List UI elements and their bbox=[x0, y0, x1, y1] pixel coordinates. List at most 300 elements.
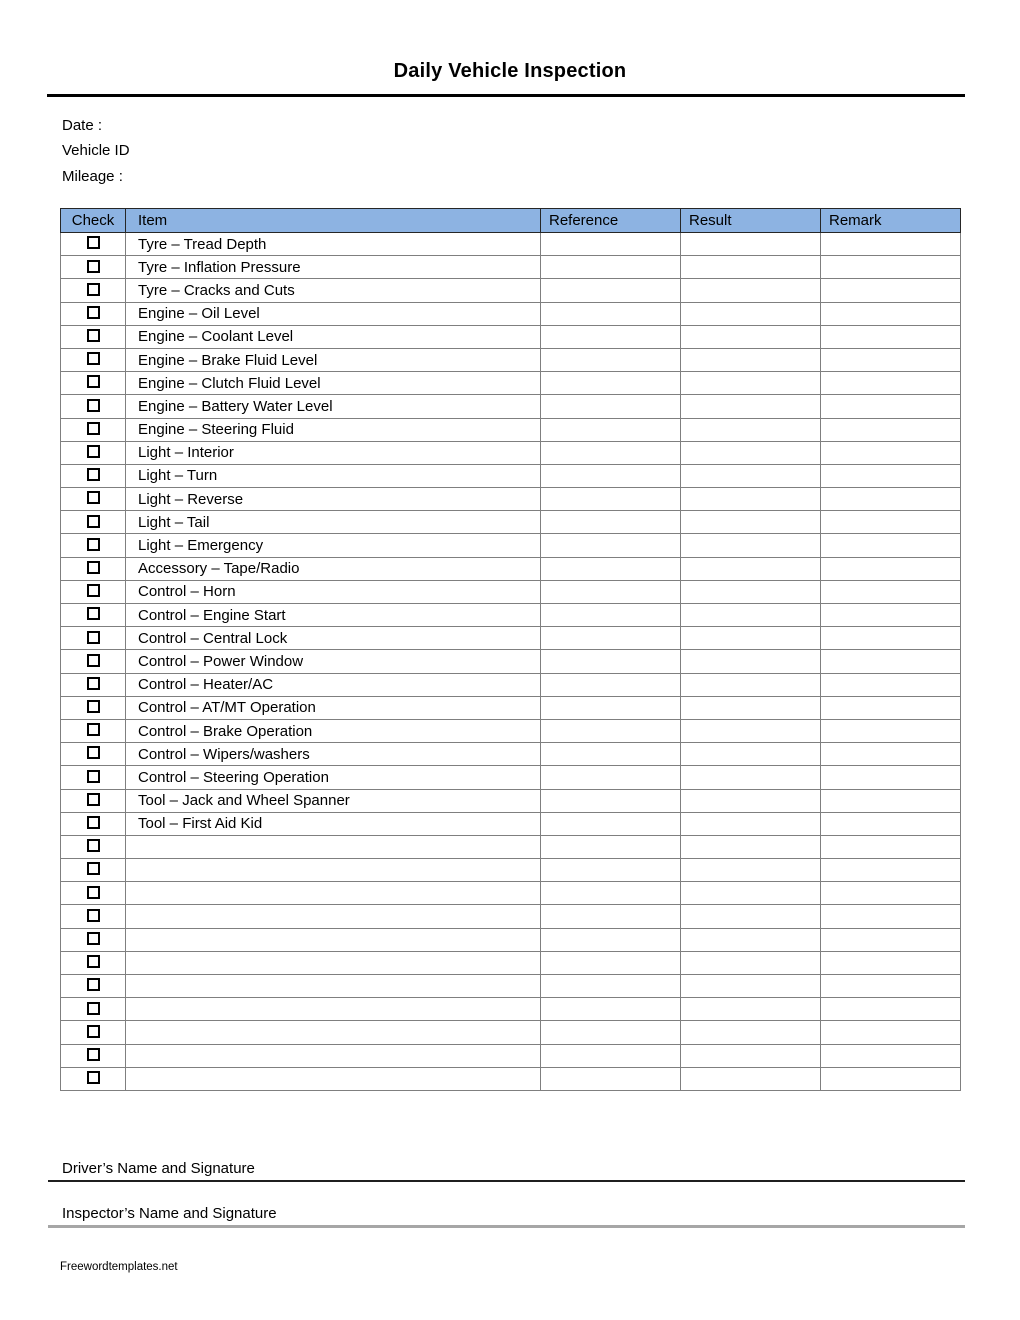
item-cell bbox=[126, 835, 541, 858]
item-label: Control – Central Lock bbox=[138, 629, 288, 647]
reference-cell bbox=[541, 951, 681, 974]
item-label: Tyre – Tread Depth bbox=[138, 235, 267, 253]
check-cell bbox=[61, 650, 126, 673]
result-cell bbox=[681, 372, 821, 395]
result-cell bbox=[681, 743, 821, 766]
table-row bbox=[61, 279, 961, 302]
remark-cell bbox=[821, 511, 961, 534]
reference-cell bbox=[541, 975, 681, 998]
reference-cell bbox=[541, 488, 681, 511]
remark-cell bbox=[821, 928, 961, 951]
item-cell bbox=[126, 348, 541, 371]
result-cell bbox=[681, 233, 821, 256]
item-cell bbox=[126, 557, 541, 580]
check-cell bbox=[61, 604, 126, 627]
remark-cell bbox=[821, 673, 961, 696]
item-label: Engine – Clutch Fluid Level bbox=[138, 374, 321, 392]
reference-cell bbox=[541, 835, 681, 858]
remark-cell bbox=[821, 580, 961, 603]
item-cell bbox=[126, 1021, 541, 1044]
table-row bbox=[61, 325, 961, 348]
check-cell bbox=[61, 488, 126, 511]
check-cell bbox=[61, 696, 126, 719]
reference-cell bbox=[541, 464, 681, 487]
column-header-result: Result bbox=[681, 209, 821, 233]
checkbox-icon[interactable] bbox=[87, 607, 100, 620]
reference-cell bbox=[541, 279, 681, 302]
table-row bbox=[61, 789, 961, 812]
checkbox-icon[interactable] bbox=[87, 561, 100, 574]
table-row bbox=[61, 905, 961, 928]
item-label: Light – Emergency bbox=[138, 537, 264, 555]
check-cell bbox=[61, 835, 126, 858]
check-cell bbox=[61, 511, 126, 534]
checkbox-icon[interactable] bbox=[87, 839, 100, 852]
item-label: Tool – First Aid Kid bbox=[138, 815, 263, 833]
item-cell bbox=[126, 325, 541, 348]
title-divider bbox=[47, 94, 965, 97]
column-header-reference: Reference bbox=[541, 209, 681, 233]
item-cell bbox=[126, 464, 541, 487]
remark-cell bbox=[821, 372, 961, 395]
item-cell bbox=[126, 418, 541, 441]
remark-cell bbox=[821, 557, 961, 580]
result-cell bbox=[681, 557, 821, 580]
table-row bbox=[61, 372, 961, 395]
inspection-table-body bbox=[61, 233, 961, 1091]
reference-cell bbox=[541, 557, 681, 580]
table-row bbox=[61, 302, 961, 325]
remark-cell bbox=[821, 951, 961, 974]
reference-cell bbox=[541, 627, 681, 650]
table-row bbox=[61, 627, 961, 650]
item-label: Engine – Oil Level bbox=[138, 305, 260, 323]
table-row bbox=[61, 441, 961, 464]
table-row bbox=[61, 511, 961, 534]
table-row bbox=[61, 673, 961, 696]
check-cell bbox=[61, 928, 126, 951]
checkbox-icon[interactable] bbox=[87, 955, 100, 968]
table-row bbox=[61, 1044, 961, 1067]
result-cell bbox=[681, 395, 821, 418]
reference-cell bbox=[541, 325, 681, 348]
item-cell bbox=[126, 859, 541, 882]
checkbox-icon[interactable] bbox=[87, 723, 100, 736]
table-row bbox=[61, 812, 961, 835]
item-label: Control – AT/MT Operation bbox=[138, 699, 316, 717]
remark-cell bbox=[821, 233, 961, 256]
remark-cell bbox=[821, 1044, 961, 1067]
checkbox-icon[interactable] bbox=[87, 978, 100, 991]
driver-signature-label: Driver’s Name and Signature bbox=[62, 1160, 255, 1177]
result-cell bbox=[681, 859, 821, 882]
reference-cell bbox=[541, 580, 681, 603]
remark-cell bbox=[821, 812, 961, 835]
checkbox-icon[interactable] bbox=[87, 468, 100, 481]
item-cell bbox=[126, 789, 541, 812]
result-cell bbox=[681, 348, 821, 371]
table-row bbox=[61, 256, 961, 279]
reference-cell bbox=[541, 673, 681, 696]
result-cell bbox=[681, 325, 821, 348]
item-label: Engine – Coolant Level bbox=[138, 328, 294, 346]
check-cell bbox=[61, 905, 126, 928]
item-cell bbox=[126, 441, 541, 464]
check-cell bbox=[61, 325, 126, 348]
table-row bbox=[61, 395, 961, 418]
check-cell bbox=[61, 812, 126, 835]
reference-cell bbox=[541, 604, 681, 627]
item-cell bbox=[126, 998, 541, 1021]
table-row bbox=[61, 835, 961, 858]
table-row bbox=[61, 951, 961, 974]
checkbox-icon[interactable] bbox=[87, 909, 100, 922]
table-row bbox=[61, 975, 961, 998]
check-cell bbox=[61, 766, 126, 789]
item-label: Tyre – Inflation Pressure bbox=[138, 258, 301, 276]
table-row bbox=[61, 604, 961, 627]
table-row bbox=[61, 928, 961, 951]
item-cell bbox=[126, 1044, 541, 1067]
item-cell bbox=[126, 951, 541, 974]
remark-cell bbox=[821, 696, 961, 719]
reference-cell bbox=[541, 766, 681, 789]
reference-cell bbox=[541, 928, 681, 951]
item-label: Light – Tail bbox=[138, 513, 210, 531]
item-label: Engine – Battery Water Level bbox=[138, 397, 333, 415]
mileage-label: Mileage : bbox=[62, 168, 123, 185]
result-cell bbox=[681, 580, 821, 603]
result-cell bbox=[681, 998, 821, 1021]
result-cell bbox=[681, 975, 821, 998]
reference-cell bbox=[541, 859, 681, 882]
check-cell bbox=[61, 372, 126, 395]
page-title: Daily Vehicle Inspection bbox=[393, 60, 627, 82]
remark-cell bbox=[821, 650, 961, 673]
reference-cell bbox=[541, 882, 681, 905]
check-cell bbox=[61, 557, 126, 580]
item-label: Accessory – Tape/Radio bbox=[138, 560, 300, 578]
remark-cell bbox=[821, 1021, 961, 1044]
remark-cell bbox=[821, 719, 961, 742]
checkbox-icon[interactable] bbox=[87, 770, 100, 783]
checkbox-icon[interactable] bbox=[87, 375, 100, 388]
item-label: Light – Interior bbox=[138, 444, 234, 462]
item-cell bbox=[126, 256, 541, 279]
result-cell bbox=[681, 650, 821, 673]
item-label: Engine – Brake Fluid Level bbox=[138, 351, 318, 369]
table-row bbox=[61, 464, 961, 487]
item-cell bbox=[126, 719, 541, 742]
checkbox-icon[interactable] bbox=[87, 236, 100, 249]
item-cell bbox=[126, 673, 541, 696]
checkbox-icon[interactable] bbox=[87, 932, 100, 945]
remark-cell bbox=[821, 998, 961, 1021]
check-cell bbox=[61, 464, 126, 487]
remark-cell bbox=[821, 627, 961, 650]
check-cell bbox=[61, 882, 126, 905]
check-cell bbox=[61, 673, 126, 696]
check-cell bbox=[61, 998, 126, 1021]
reference-cell bbox=[541, 441, 681, 464]
remark-cell bbox=[821, 766, 961, 789]
checkbox-icon[interactable] bbox=[87, 631, 100, 644]
item-label: Control – Wipers/washers bbox=[138, 745, 310, 763]
item-label: Control – Horn bbox=[138, 583, 236, 601]
reference-cell bbox=[541, 395, 681, 418]
reference-cell bbox=[541, 743, 681, 766]
checkbox-icon[interactable] bbox=[87, 422, 100, 435]
check-cell bbox=[61, 1067, 126, 1090]
checkbox-icon[interactable] bbox=[87, 816, 100, 829]
remark-cell bbox=[821, 464, 961, 487]
result-cell bbox=[681, 441, 821, 464]
result-cell bbox=[681, 719, 821, 742]
date-label: Date : bbox=[62, 117, 103, 134]
inspection-table bbox=[60, 208, 961, 1091]
check-cell bbox=[61, 256, 126, 279]
checkbox-icon[interactable] bbox=[87, 1025, 100, 1038]
reference-cell bbox=[541, 418, 681, 441]
check-cell bbox=[61, 395, 126, 418]
footer-brand: Freewordtemplates.net bbox=[60, 1261, 178, 1273]
checkbox-icon[interactable] bbox=[87, 700, 100, 713]
table-row bbox=[61, 418, 961, 441]
table-row bbox=[61, 557, 961, 580]
reference-cell bbox=[541, 719, 681, 742]
remark-cell bbox=[821, 604, 961, 627]
result-cell bbox=[681, 464, 821, 487]
check-cell bbox=[61, 627, 126, 650]
checkbox-icon[interactable] bbox=[87, 746, 100, 759]
check-cell bbox=[61, 1044, 126, 1067]
checkbox-icon[interactable] bbox=[87, 1002, 100, 1015]
item-cell bbox=[126, 279, 541, 302]
table-row bbox=[61, 1067, 961, 1090]
item-cell bbox=[126, 534, 541, 557]
result-cell bbox=[681, 951, 821, 974]
checkbox-icon[interactable] bbox=[87, 283, 100, 296]
check-cell bbox=[61, 859, 126, 882]
item-label: Light – Turn bbox=[138, 467, 218, 485]
checkbox-icon[interactable] bbox=[87, 1048, 100, 1061]
table-row bbox=[61, 580, 961, 603]
reference-cell bbox=[541, 511, 681, 534]
checkbox-icon[interactable] bbox=[87, 538, 100, 551]
check-cell bbox=[61, 580, 126, 603]
check-cell bbox=[61, 1021, 126, 1044]
checkbox-icon[interactable] bbox=[87, 352, 100, 365]
result-cell bbox=[681, 534, 821, 557]
check-cell bbox=[61, 302, 126, 325]
result-cell bbox=[681, 604, 821, 627]
checkbox-icon[interactable] bbox=[87, 654, 100, 667]
item-cell bbox=[126, 511, 541, 534]
result-cell bbox=[681, 905, 821, 928]
table-row bbox=[61, 719, 961, 742]
remark-cell bbox=[821, 325, 961, 348]
item-cell bbox=[126, 488, 541, 511]
reference-cell bbox=[541, 534, 681, 557]
item-cell bbox=[126, 905, 541, 928]
item-label: Control – Engine Start bbox=[138, 606, 286, 624]
remark-cell bbox=[821, 279, 961, 302]
table-row bbox=[61, 859, 961, 882]
checkbox-icon[interactable] bbox=[87, 329, 100, 342]
check-cell bbox=[61, 418, 126, 441]
result-cell bbox=[681, 766, 821, 789]
result-cell bbox=[681, 812, 821, 835]
item-cell bbox=[126, 302, 541, 325]
remark-cell bbox=[821, 488, 961, 511]
result-cell bbox=[681, 418, 821, 441]
checkbox-icon[interactable] bbox=[87, 584, 100, 597]
table-row bbox=[61, 348, 961, 371]
item-cell bbox=[126, 882, 541, 905]
table-row bbox=[61, 766, 961, 789]
item-cell bbox=[126, 696, 541, 719]
reference-cell bbox=[541, 650, 681, 673]
check-cell bbox=[61, 534, 126, 557]
reference-cell bbox=[541, 789, 681, 812]
remark-cell bbox=[821, 348, 961, 371]
check-cell bbox=[61, 719, 126, 742]
column-header-check: Check bbox=[61, 209, 126, 233]
inspector-signature-line bbox=[48, 1225, 965, 1228]
result-cell bbox=[681, 279, 821, 302]
item-label: Control – Power Window bbox=[138, 652, 304, 670]
check-cell bbox=[61, 348, 126, 371]
vehicle-id-label: Vehicle ID bbox=[62, 142, 130, 159]
item-cell bbox=[126, 604, 541, 627]
table-header-row bbox=[61, 209, 961, 233]
checkbox-icon[interactable] bbox=[87, 886, 100, 899]
result-cell bbox=[681, 627, 821, 650]
item-cell bbox=[126, 233, 541, 256]
item-label: Tyre – Cracks and Cuts bbox=[138, 281, 295, 299]
item-cell bbox=[126, 580, 541, 603]
checkbox-icon[interactable] bbox=[87, 260, 100, 273]
checkbox-icon[interactable] bbox=[87, 399, 100, 412]
remark-cell bbox=[821, 302, 961, 325]
reference-cell bbox=[541, 812, 681, 835]
reference-cell bbox=[541, 348, 681, 371]
item-label: Control – Brake Operation bbox=[138, 722, 313, 740]
table-row bbox=[61, 882, 961, 905]
result-cell bbox=[681, 1021, 821, 1044]
column-header-remark: Remark bbox=[821, 209, 961, 233]
remark-cell bbox=[821, 859, 961, 882]
column-header-item: Item bbox=[126, 209, 541, 233]
item-label: Control – Heater/AC bbox=[138, 676, 274, 694]
remark-cell bbox=[821, 882, 961, 905]
reference-cell bbox=[541, 1067, 681, 1090]
table-row bbox=[61, 233, 961, 256]
result-cell bbox=[681, 696, 821, 719]
table-row bbox=[61, 488, 961, 511]
item-cell bbox=[126, 627, 541, 650]
remark-cell bbox=[821, 975, 961, 998]
reference-cell bbox=[541, 696, 681, 719]
item-label: Light – Reverse bbox=[138, 490, 244, 508]
table-row bbox=[61, 534, 961, 557]
result-cell bbox=[681, 673, 821, 696]
remark-cell bbox=[821, 743, 961, 766]
inspector-signature-label: Inspector’s Name and Signature bbox=[62, 1205, 277, 1222]
item-cell bbox=[126, 928, 541, 951]
item-label: Engine – Steering Fluid bbox=[138, 421, 294, 439]
result-cell bbox=[681, 1044, 821, 1067]
item-cell bbox=[126, 743, 541, 766]
check-cell bbox=[61, 975, 126, 998]
remark-cell bbox=[821, 256, 961, 279]
check-cell bbox=[61, 279, 126, 302]
checkbox-icon[interactable] bbox=[87, 1071, 100, 1084]
result-cell bbox=[681, 789, 821, 812]
remark-cell bbox=[821, 835, 961, 858]
table-row bbox=[61, 650, 961, 673]
result-cell bbox=[681, 302, 821, 325]
reference-cell bbox=[541, 1021, 681, 1044]
reference-cell bbox=[541, 998, 681, 1021]
remark-cell bbox=[821, 905, 961, 928]
checkbox-icon[interactable] bbox=[87, 515, 100, 528]
remark-cell bbox=[821, 441, 961, 464]
result-cell bbox=[681, 928, 821, 951]
reference-cell bbox=[541, 256, 681, 279]
item-label: Tool – Jack and Wheel Spanner bbox=[138, 792, 350, 810]
check-cell bbox=[61, 951, 126, 974]
check-cell bbox=[61, 789, 126, 812]
result-cell bbox=[681, 1067, 821, 1090]
item-cell bbox=[126, 1067, 541, 1090]
remark-cell bbox=[821, 395, 961, 418]
result-cell bbox=[681, 882, 821, 905]
check-cell bbox=[61, 743, 126, 766]
checkbox-icon[interactable] bbox=[87, 491, 100, 504]
item-cell bbox=[126, 395, 541, 418]
item-cell bbox=[126, 372, 541, 395]
item-cell bbox=[126, 975, 541, 998]
check-cell bbox=[61, 233, 126, 256]
remark-cell bbox=[821, 418, 961, 441]
reference-cell bbox=[541, 905, 681, 928]
result-cell bbox=[681, 488, 821, 511]
table-row bbox=[61, 998, 961, 1021]
reference-cell bbox=[541, 233, 681, 256]
checkbox-icon[interactable] bbox=[87, 677, 100, 690]
driver-signature-line bbox=[48, 1180, 965, 1182]
result-cell bbox=[681, 511, 821, 534]
checkbox-icon[interactable] bbox=[87, 306, 100, 319]
remark-cell bbox=[821, 1067, 961, 1090]
table-row bbox=[61, 696, 961, 719]
checkbox-icon[interactable] bbox=[87, 793, 100, 806]
table-row bbox=[61, 743, 961, 766]
remark-cell bbox=[821, 534, 961, 557]
reference-cell bbox=[541, 1044, 681, 1067]
checkbox-icon[interactable] bbox=[87, 445, 100, 458]
reference-cell bbox=[541, 302, 681, 325]
remark-cell bbox=[821, 789, 961, 812]
item-cell bbox=[126, 766, 541, 789]
check-cell bbox=[61, 441, 126, 464]
checkbox-icon[interactable] bbox=[87, 862, 100, 875]
table-row bbox=[61, 1021, 961, 1044]
item-label: Control – Steering Operation bbox=[138, 768, 329, 786]
item-cell bbox=[126, 650, 541, 673]
result-cell bbox=[681, 835, 821, 858]
